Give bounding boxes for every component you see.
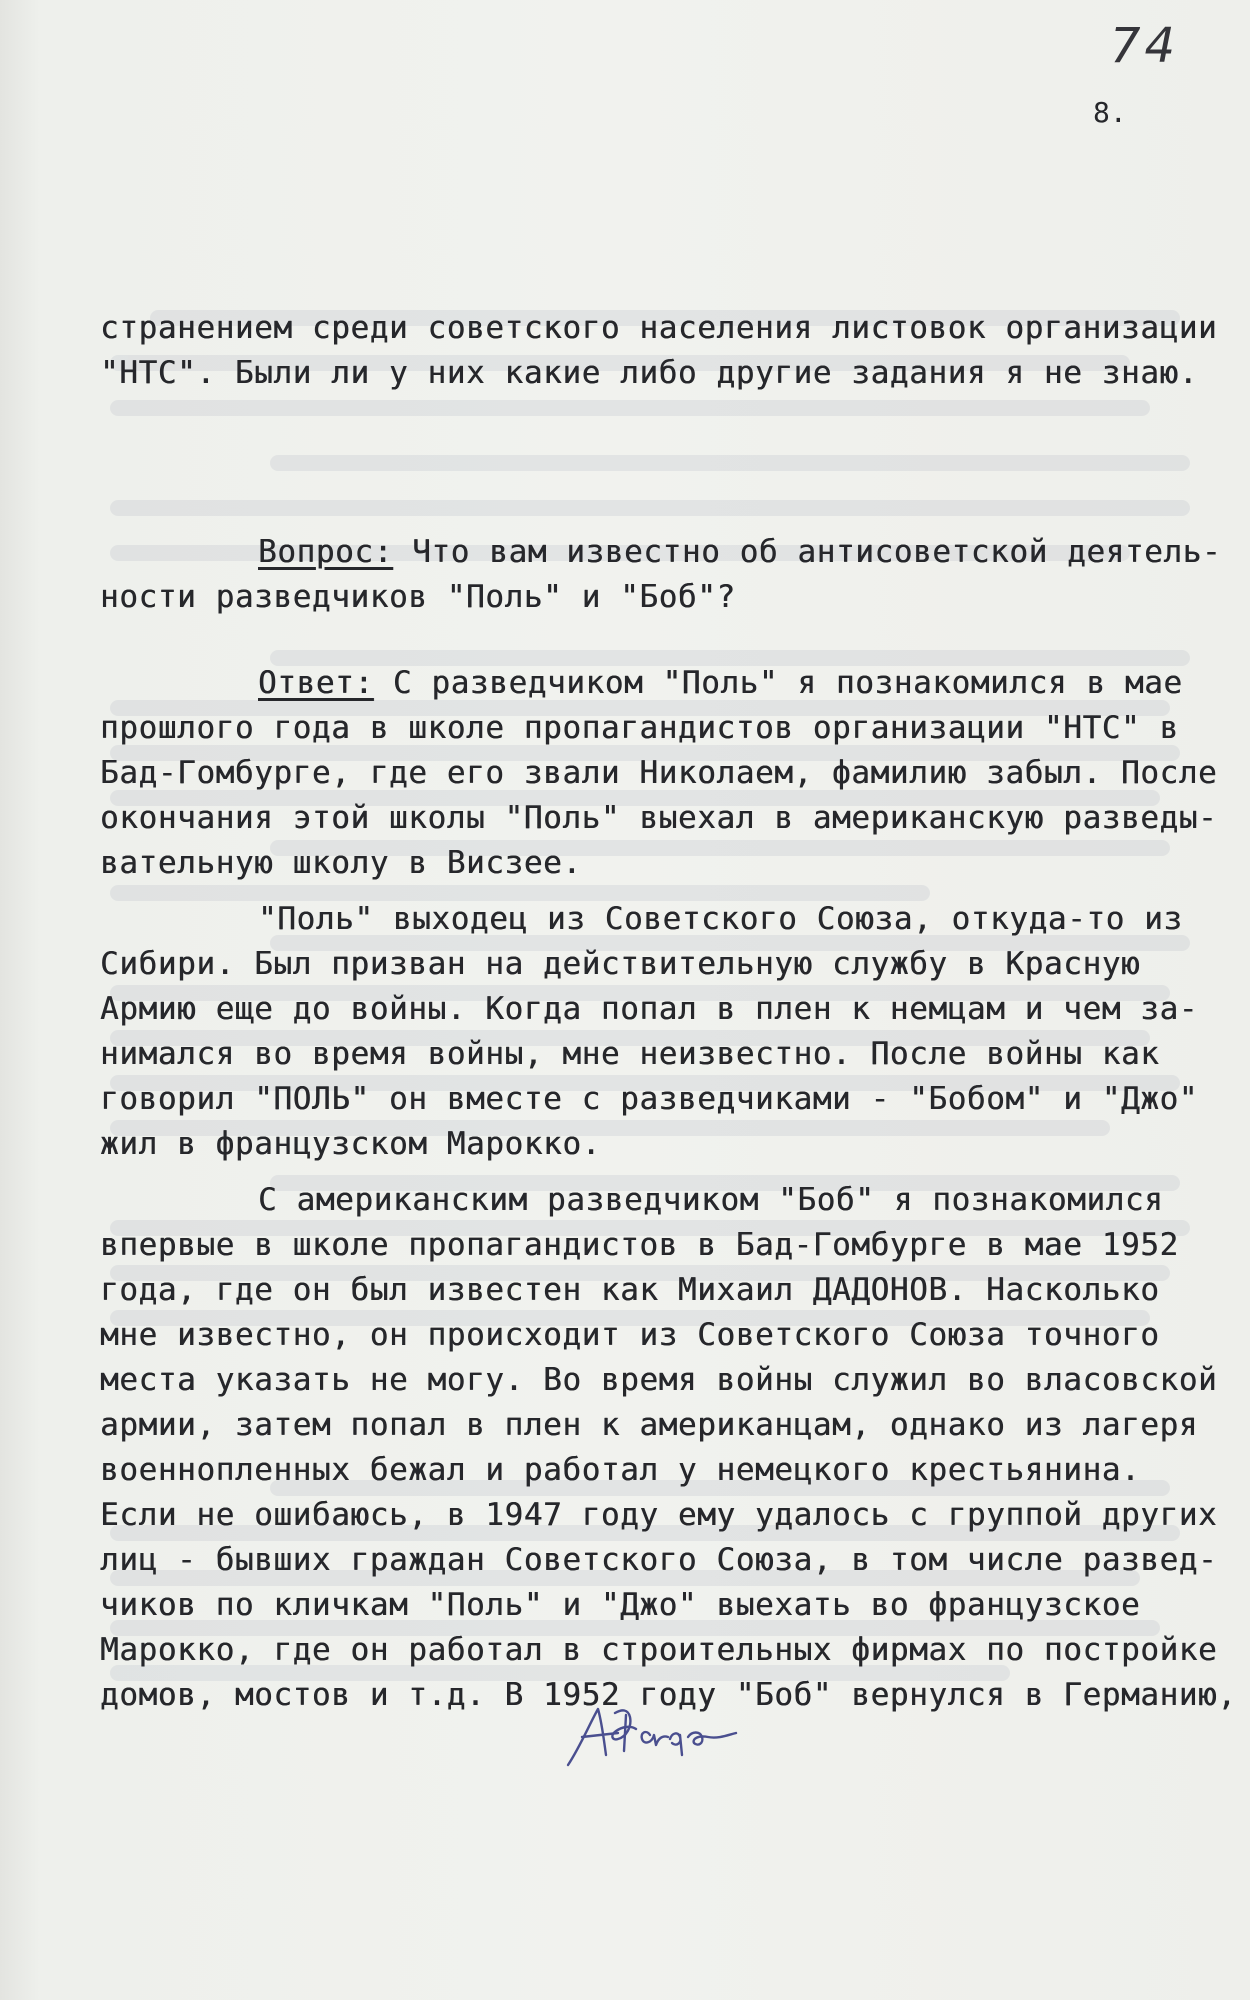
text-line: Марокко, где он работал в строительных фирмах по постройке (100, 1632, 1218, 1668)
text-line: вательную школу в Висзее. (100, 845, 582, 881)
signature (560, 1695, 780, 1775)
text-line: Армию еще до войны. Когда попал в плен к немцам и чем за- (100, 991, 1199, 1027)
text-line: говорил "ПОЛЬ" он вместе с разведчиками - "Бобом" и "Джо" (100, 1081, 1199, 1117)
answer-label: Ответ: (258, 665, 374, 701)
text-line: армии, затем попал в плен к американцам, однако из лагеря (100, 1407, 1199, 1443)
page-number: 8. (1093, 96, 1127, 129)
text-line: странением среди советского населения листовок организации (100, 310, 1218, 346)
text-line: Бад-Гомбурге, где его звали Николаем, фамилию забыл. После (100, 755, 1218, 791)
text-line: впервые в школе пропагандистов в Бад-Гомбурге в мае 1952 (100, 1227, 1179, 1263)
text-line: чиков по кличкам "Поль" и "Джо" выехать во французское (100, 1587, 1141, 1623)
text-line: года, где он был известен как Михаил ДАДОНОВ. Насколько (100, 1272, 1160, 1308)
answer-line (258, 665, 1183, 701)
text-line: военнопленных бежал и работал у немецкого крестьянина. (100, 1452, 1141, 1488)
text-line: прошлого года в школе пропагандистов организации "НТС" в (100, 710, 1179, 746)
text-line: домов, мостов и т.д. В 1952 году "Боб" вернулся в Германию, (100, 1677, 1237, 1713)
text-line: "НТС". Были ли у них какие либо другие задания я не знаю. (100, 355, 1199, 391)
answer-text: С разведчиком "Поль" я познакомился в мае (373, 665, 1183, 701)
text-line: ности разведчиков "Поль" и "Боб"? (100, 579, 736, 615)
text-line: Сибири. Был призван на действительную службу в Красную (100, 946, 1141, 982)
text-line: нимался во время войны, мне неизвестно. После войны как (100, 1036, 1160, 1072)
text-line: окончания этой школы "Поль" выехал в американскую разведы- (100, 800, 1218, 836)
text-line: жил в французском Марокко. (100, 1126, 601, 1162)
question-label: Вопрос: (258, 534, 393, 570)
question-text: Что вам известно об антисоветской деятель- (392, 534, 1222, 570)
question-line (258, 534, 1222, 570)
text-line: "Поль" выходец из Советского Союза, откуда-то из (258, 901, 1183, 937)
archive-page-number: 74 (1110, 18, 1180, 74)
text-line: места указать не могу. Во время войны служил во власовской (100, 1362, 1218, 1398)
text-line: С американским разведчиком "Боб" я познакомился (258, 1182, 1164, 1218)
text-line: Если не ошибаюсь, в 1947 году ему удалось с группой других (100, 1497, 1218, 1533)
text-line: лиц - бывших граждан Советского Союза, в том числе развед- (100, 1542, 1218, 1578)
text-line: мне известно, он происходит из Советского Союза точного (100, 1317, 1160, 1353)
